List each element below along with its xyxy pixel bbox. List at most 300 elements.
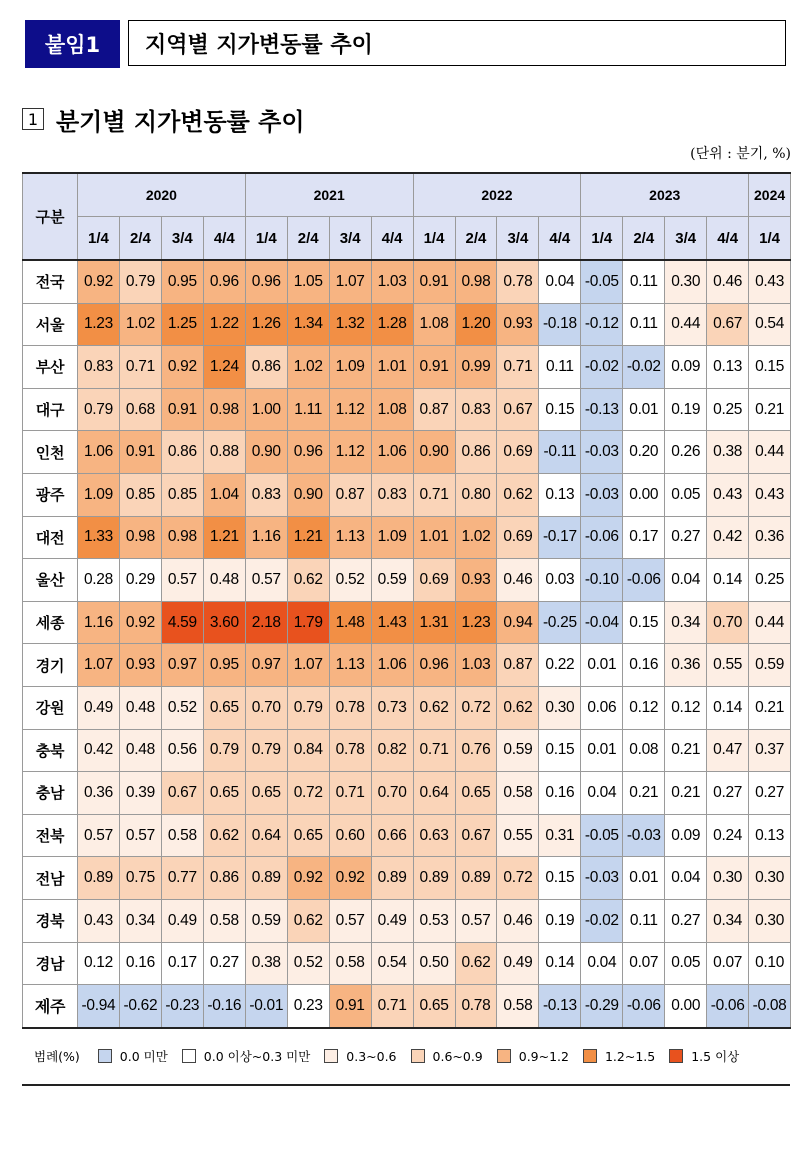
rate-cell: 1.04 [203, 473, 245, 516]
page-title: 지역별 지가변동률 추이 [128, 20, 786, 66]
rate-cell: 0.99 [455, 346, 497, 389]
rate-cell: 0.34 [665, 601, 707, 644]
rate-cell: 0.87 [413, 388, 455, 431]
region-label: 부산 [23, 346, 78, 389]
rate-cell: 1.01 [371, 346, 413, 389]
rate-cell: 1.16 [245, 516, 287, 559]
rate-cell: 0.43 [707, 473, 749, 516]
region-label: 대전 [23, 516, 78, 559]
rate-cell: 0.43 [749, 260, 791, 303]
unit-note: (단위 : 분기, %) [690, 146, 791, 162]
rate-cell: 1.23 [78, 303, 120, 346]
rate-cell: 0.64 [245, 814, 287, 857]
region-label: 제주 [23, 985, 78, 1028]
rate-cell: 0.62 [287, 899, 329, 942]
rate-cell: 0.90 [287, 473, 329, 516]
rate-cell: 0.48 [119, 686, 161, 729]
rate-cell: 0.22 [539, 644, 581, 687]
legend-label: 범례(%) [34, 1049, 80, 1064]
rate-cell: 0.80 [455, 473, 497, 516]
table-row [23, 303, 791, 346]
rate-cell: -0.02 [581, 899, 623, 942]
rate-cell: 0.37 [749, 729, 791, 772]
rate-cell: 0.86 [203, 857, 245, 900]
section-number: 1 [22, 108, 44, 130]
legend-swatch [324, 1049, 338, 1063]
rate-cell: 0.09 [665, 346, 707, 389]
rate-cell: 0.52 [161, 686, 203, 729]
rate-cell: 0.91 [413, 260, 455, 303]
rate-cell: 1.02 [455, 516, 497, 559]
rate-cell: 0.65 [203, 772, 245, 815]
rate-cell: 0.49 [161, 899, 203, 942]
rate-cell: -0.05 [581, 260, 623, 303]
rate-cell: 0.92 [329, 857, 371, 900]
rate-cell: -0.25 [539, 601, 581, 644]
legend-item [324, 1049, 396, 1064]
rate-cell: -0.94 [78, 985, 120, 1028]
rate-cell: 0.27 [203, 942, 245, 985]
rate-cell: 0.65 [413, 985, 455, 1028]
rate-cell: 0.89 [371, 857, 413, 900]
rate-cell: 0.38 [245, 942, 287, 985]
table-row [23, 516, 791, 559]
rate-cell: 0.95 [203, 644, 245, 687]
rate-cell: 0.11 [623, 260, 665, 303]
legend-item-label: 0.0 이상~0.3 미만 [203, 1049, 311, 1064]
rate-cell: 0.21 [749, 686, 791, 729]
rate-cell: 2.18 [245, 601, 287, 644]
year-header: 2021 [245, 173, 413, 217]
rate-cell: 1.26 [245, 303, 287, 346]
rate-cell: 0.90 [413, 431, 455, 474]
rate-cell: 1.23 [455, 601, 497, 644]
rate-cell: 0.49 [371, 899, 413, 942]
rate-cell: 0.05 [665, 942, 707, 985]
rate-cell: 0.01 [581, 644, 623, 687]
rate-cell: 0.27 [665, 516, 707, 559]
rate-cell: 0.07 [623, 942, 665, 985]
rate-cell: 0.57 [245, 559, 287, 602]
rate-cell: 0.12 [665, 686, 707, 729]
rate-cell: 1.31 [413, 601, 455, 644]
rate-cell: 0.00 [665, 985, 707, 1028]
rate-cell: 0.17 [161, 942, 203, 985]
attachment-tag: 붙임1 [25, 20, 120, 68]
rate-cell: 0.97 [245, 644, 287, 687]
rate-cell: 0.25 [707, 388, 749, 431]
rate-cell: 0.43 [78, 899, 120, 942]
rate-cell: 0.12 [623, 686, 665, 729]
rate-cell: 0.59 [371, 559, 413, 602]
table-row [23, 814, 791, 857]
rate-cell: 0.78 [329, 729, 371, 772]
rate-cell: 0.01 [623, 388, 665, 431]
rate-cell: -0.03 [581, 857, 623, 900]
rate-cell: 0.72 [287, 772, 329, 815]
rate-cell: -0.03 [623, 814, 665, 857]
rate-cell: -0.12 [581, 303, 623, 346]
region-label: 경기 [23, 644, 78, 687]
rate-cell: -0.23 [161, 985, 203, 1028]
rate-cell: 0.62 [203, 814, 245, 857]
rate-cell: 0.77 [161, 857, 203, 900]
rate-cell: 0.27 [749, 772, 791, 815]
land-price-table [22, 172, 791, 1029]
rate-cell: 1.02 [119, 303, 161, 346]
rate-cell: 4.59 [161, 601, 203, 644]
rate-cell: 0.66 [371, 814, 413, 857]
rate-cell: -0.03 [581, 431, 623, 474]
rate-cell: 0.91 [413, 346, 455, 389]
rate-cell: -0.11 [539, 431, 581, 474]
rate-cell: 0.07 [707, 942, 749, 985]
rate-cell: 0.65 [245, 772, 287, 815]
rate-cell: 0.71 [413, 729, 455, 772]
rate-cell: 0.96 [245, 260, 287, 303]
rate-cell: 0.62 [287, 559, 329, 602]
rate-cell: 0.09 [665, 814, 707, 857]
rate-cell: 0.58 [497, 985, 539, 1028]
rate-cell: 0.11 [539, 346, 581, 389]
rate-cell: 0.71 [119, 346, 161, 389]
rate-cell: 0.08 [623, 729, 665, 772]
rate-cell: 0.10 [749, 942, 791, 985]
rate-cell: 0.71 [413, 473, 455, 516]
rate-cell: 0.27 [707, 772, 749, 815]
rate-cell: 0.54 [371, 942, 413, 985]
table-row [23, 942, 791, 985]
bottom-rule [22, 1084, 790, 1086]
quarter-header: 1/4 [78, 217, 120, 261]
rate-cell: 0.75 [119, 857, 161, 900]
rate-cell: 0.14 [707, 559, 749, 602]
region-label: 전국 [23, 260, 78, 303]
rate-cell: 0.04 [665, 559, 707, 602]
region-label: 인천 [23, 431, 78, 474]
rate-cell: 0.36 [749, 516, 791, 559]
table-row [23, 601, 791, 644]
region-label: 전남 [23, 857, 78, 900]
rate-cell: 0.11 [623, 899, 665, 942]
quarter-header: 4/4 [539, 217, 581, 261]
rate-cell: 0.98 [161, 516, 203, 559]
rate-cell: -0.02 [623, 346, 665, 389]
table-row [23, 899, 791, 942]
rate-cell: -0.08 [749, 985, 791, 1028]
rate-cell: 0.46 [497, 559, 539, 602]
rate-cell: 0.27 [665, 899, 707, 942]
rate-cell: 0.64 [413, 772, 455, 815]
rate-cell: 0.95 [161, 260, 203, 303]
table-row [23, 473, 791, 516]
rate-cell: 1.79 [287, 601, 329, 644]
region-header: 구분 [23, 173, 78, 260]
rate-cell: 0.58 [203, 899, 245, 942]
rate-cell: 1.06 [371, 431, 413, 474]
rate-cell: 0.91 [329, 985, 371, 1028]
rate-cell: 0.14 [707, 686, 749, 729]
rate-cell: 0.03 [539, 559, 581, 602]
rate-cell: 0.49 [497, 942, 539, 985]
rate-cell: 0.65 [203, 686, 245, 729]
rate-cell: 0.55 [497, 814, 539, 857]
rate-cell: 0.93 [455, 559, 497, 602]
legend-swatch [497, 1049, 511, 1063]
quarter-header: 3/4 [497, 217, 539, 261]
rate-cell: 0.69 [497, 431, 539, 474]
rate-cell: 0.57 [329, 899, 371, 942]
rate-cell: 0.19 [665, 388, 707, 431]
rate-cell: 0.78 [497, 260, 539, 303]
rate-cell: 0.13 [749, 814, 791, 857]
rate-cell: 0.44 [665, 303, 707, 346]
region-label: 경북 [23, 899, 78, 942]
rate-cell: 0.69 [413, 559, 455, 602]
legend-item-label: 0.0 미만 [119, 1049, 168, 1064]
rate-cell: 1.05 [287, 260, 329, 303]
rate-cell: -0.10 [581, 559, 623, 602]
rate-cell: -0.05 [581, 814, 623, 857]
region-label: 울산 [23, 559, 78, 602]
rate-cell: 0.57 [455, 899, 497, 942]
rate-cell: 0.93 [497, 303, 539, 346]
rate-cell: 0.15 [539, 729, 581, 772]
rate-cell: 0.84 [287, 729, 329, 772]
quarter-header: 4/4 [371, 217, 413, 261]
rate-cell: 1.12 [329, 431, 371, 474]
quarter-header: 1/4 [413, 217, 455, 261]
rate-cell: 0.21 [665, 729, 707, 772]
rate-cell: -0.18 [539, 303, 581, 346]
rate-cell: 0.48 [203, 559, 245, 602]
rate-cell: 0.21 [749, 388, 791, 431]
table-row [23, 346, 791, 389]
rate-cell: 0.55 [707, 644, 749, 687]
rate-cell: 0.89 [245, 857, 287, 900]
rate-cell: 0.01 [581, 729, 623, 772]
rate-cell: 1.48 [329, 601, 371, 644]
rate-cell: 0.67 [707, 303, 749, 346]
rate-cell: 0.42 [78, 729, 120, 772]
quarter-header: 2/4 [623, 217, 665, 261]
rate-cell: -0.02 [581, 346, 623, 389]
table-row [23, 559, 791, 602]
rate-cell: 0.78 [329, 686, 371, 729]
rate-cell: 0.79 [119, 260, 161, 303]
rate-cell: 0.57 [161, 559, 203, 602]
rate-cell: 0.34 [119, 899, 161, 942]
rate-cell: 0.90 [245, 431, 287, 474]
rate-cell: 0.79 [287, 686, 329, 729]
rate-cell: 0.15 [539, 388, 581, 431]
rate-cell: 0.73 [371, 686, 413, 729]
rate-cell: 0.62 [497, 686, 539, 729]
rate-cell: 1.43 [371, 601, 413, 644]
rate-cell: 0.92 [287, 857, 329, 900]
rate-cell: 0.04 [581, 942, 623, 985]
rate-cell: 1.06 [78, 431, 120, 474]
rate-cell: 1.01 [413, 516, 455, 559]
rate-cell: 0.83 [78, 346, 120, 389]
rate-cell: 1.08 [371, 388, 413, 431]
rate-cell: 0.67 [497, 388, 539, 431]
rate-cell: -0.06 [707, 985, 749, 1028]
rate-cell: 0.91 [119, 431, 161, 474]
rate-cell: 0.50 [413, 942, 455, 985]
rate-cell: 0.44 [749, 431, 791, 474]
rate-cell: 0.14 [539, 942, 581, 985]
year-header: 2022 [413, 173, 581, 217]
legend-item-label: 1.2~1.5 [604, 1048, 656, 1064]
rate-cell: 0.47 [707, 729, 749, 772]
table-row [23, 644, 791, 687]
rate-cell: 0.82 [371, 729, 413, 772]
rate-cell: 3.60 [203, 601, 245, 644]
rate-cell: 1.28 [371, 303, 413, 346]
rate-cell: 0.21 [623, 772, 665, 815]
rate-cell: 1.07 [329, 260, 371, 303]
rate-cell: 0.21 [665, 772, 707, 815]
rate-cell: 0.67 [161, 772, 203, 815]
rate-cell: 0.72 [455, 686, 497, 729]
rate-cell: 0.15 [539, 857, 581, 900]
legend-item [669, 1047, 739, 1065]
rate-cell: 0.69 [497, 516, 539, 559]
rate-cell: 0.04 [665, 857, 707, 900]
quarter-header: 2/4 [287, 217, 329, 261]
rate-cell: 0.13 [539, 473, 581, 516]
rate-cell: 0.30 [749, 899, 791, 942]
rate-cell: 0.31 [539, 814, 581, 857]
rate-cell: 0.12 [78, 942, 120, 985]
table-row [23, 857, 791, 900]
rate-cell: 0.23 [287, 985, 329, 1028]
rate-cell: 0.86 [245, 346, 287, 389]
rate-cell: 0.38 [707, 431, 749, 474]
legend-swatch [182, 1049, 196, 1063]
rate-cell: 1.00 [245, 388, 287, 431]
rate-cell: 0.86 [161, 431, 203, 474]
rate-cell: 0.13 [707, 346, 749, 389]
section-title: 분기별 지가변동률 추이 [56, 107, 305, 136]
region-label: 충남 [23, 772, 78, 815]
rate-cell: 1.06 [371, 644, 413, 687]
legend-swatch [411, 1049, 425, 1063]
rate-cell: 0.83 [245, 473, 287, 516]
rate-cell: 0.98 [203, 388, 245, 431]
rate-cell: -0.06 [623, 559, 665, 602]
table-row [23, 686, 791, 729]
rate-cell: 0.28 [78, 559, 120, 602]
table-row [23, 985, 791, 1028]
region-label: 광주 [23, 473, 78, 516]
rate-cell: 0.29 [119, 559, 161, 602]
rate-cell: -0.13 [581, 388, 623, 431]
rate-cell: 1.07 [78, 644, 120, 687]
legend-item [411, 1049, 483, 1064]
rate-cell: 0.11 [623, 303, 665, 346]
rate-cell: 0.65 [455, 772, 497, 815]
rate-cell: 0.97 [161, 644, 203, 687]
rate-cell: 1.13 [329, 644, 371, 687]
rate-cell: 1.03 [455, 644, 497, 687]
rate-cell: 0.67 [455, 814, 497, 857]
table-row [23, 431, 791, 474]
rate-cell: 0.24 [707, 814, 749, 857]
rate-cell: 1.21 [287, 516, 329, 559]
rate-cell: 0.89 [455, 857, 497, 900]
rate-cell: 0.72 [497, 857, 539, 900]
rate-cell: 0.62 [413, 686, 455, 729]
region-label: 경남 [23, 942, 78, 985]
rate-cell: -0.06 [581, 516, 623, 559]
rate-cell: 0.91 [161, 388, 203, 431]
rate-cell: 1.34 [287, 303, 329, 346]
rate-cell: 0.79 [203, 729, 245, 772]
rate-cell: 0.85 [161, 473, 203, 516]
rate-cell: -0.06 [623, 985, 665, 1028]
rate-cell: 1.03 [371, 260, 413, 303]
quarter-header: 1/4 [581, 217, 623, 261]
rate-cell: 0.16 [623, 644, 665, 687]
rate-cell: 0.71 [497, 346, 539, 389]
rate-cell: 0.57 [119, 814, 161, 857]
rate-cell: 0.52 [329, 559, 371, 602]
legend-swatch [669, 1049, 683, 1063]
legend [22, 1038, 790, 1074]
quarter-header: 4/4 [203, 217, 245, 261]
rate-cell: 0.86 [455, 431, 497, 474]
rate-cell: 0.58 [497, 772, 539, 815]
rate-cell: 0.89 [413, 857, 455, 900]
rate-cell: 1.32 [329, 303, 371, 346]
rate-cell: 1.09 [371, 516, 413, 559]
rate-cell: 1.22 [203, 303, 245, 346]
rate-cell: 0.70 [707, 601, 749, 644]
rate-cell: 0.70 [245, 686, 287, 729]
rate-cell: 0.59 [497, 729, 539, 772]
rate-cell: -0.01 [245, 985, 287, 1028]
rate-cell: 0.34 [707, 899, 749, 942]
rate-cell: 0.26 [665, 431, 707, 474]
rate-cell: 0.30 [665, 260, 707, 303]
region-label: 강원 [23, 686, 78, 729]
rate-cell: 0.63 [413, 814, 455, 857]
legend-item [583, 1049, 655, 1064]
rate-cell: 0.58 [161, 814, 203, 857]
rate-cell: 0.79 [245, 729, 287, 772]
quarter-header: 2/4 [119, 217, 161, 261]
rate-cell: 0.87 [329, 473, 371, 516]
legend-swatch [98, 1049, 112, 1063]
rate-cell: 0.16 [119, 942, 161, 985]
rate-cell: 0.98 [455, 260, 497, 303]
rate-cell: 0.36 [78, 772, 120, 815]
quarter-header: 1/4 [245, 217, 287, 261]
table-row [23, 729, 791, 772]
legend-item [182, 1047, 310, 1065]
rate-cell: 0.87 [497, 644, 539, 687]
section-heading [22, 104, 305, 134]
rate-cell: -0.62 [119, 985, 161, 1028]
rate-cell: 1.08 [413, 303, 455, 346]
legend-item [98, 1047, 168, 1065]
rate-cell: 0.54 [749, 303, 791, 346]
legend-item-label: 0.9~1.2 [518, 1048, 569, 1064]
rate-cell: 0.49 [78, 686, 120, 729]
rate-cell: 1.25 [161, 303, 203, 346]
